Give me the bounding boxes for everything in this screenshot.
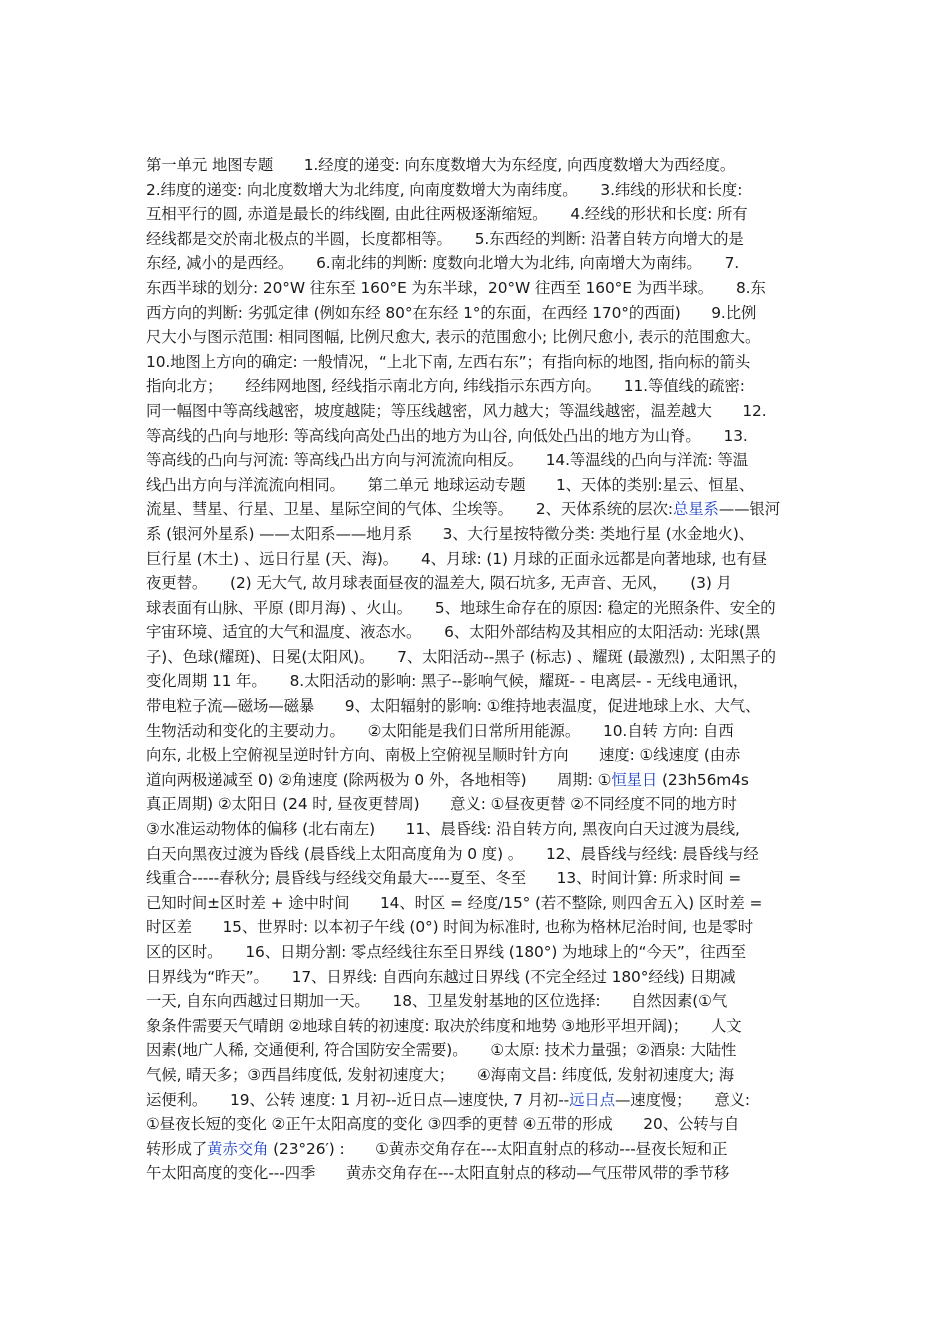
text-line: 生物活动和变化的主要动力。 ②太阳能是我们日常所用能源。 10.自转 方向: 自西	[146, 721, 734, 740]
text-line: 象条件需要天气晴朗 ②地球自转的初速度: 取决於纬度和地势 ③地形平坦开阔)； 人文	[146, 1016, 742, 1035]
text-line: 巨行星 (木土) 、远日行星 (天、海)。 4、月球: (1) 月球的正面永远都是向著地球, 也有昼	[146, 549, 767, 568]
text-line: 宇宙环境、适宜的大气和温度、液态水。 6、太阳外部结构及其相应的太阳活动: 光球(黑	[146, 623, 761, 642]
text-line: 2.纬度的递变: 向北度数增大为北纬度, 向南度数增大为南纬度。 3.纬线的形状和长度:	[146, 180, 743, 199]
text-line: 日界线为“昨天”。 17、日界线: 自西向东越过日界线 (不完全经过 180°经线) 日期减	[146, 967, 736, 986]
term-link[interactable]: 黄赤交角	[207, 1139, 269, 1158]
text-line: ③水准运动物体的偏移 (北右南左) 11、晨昏线: 沿自转方向, 黑夜向白天过渡为晨线,	[146, 820, 740, 839]
text-line: 东西半球的划分: 20°W 往东至 160°E 为东半球，20°W 往西至 160°E 为西半球。 8.东	[146, 278, 766, 297]
text-line: 尺大小与图示范围: 相同图幅, 比例尺愈大, 表示的范围愈小; 比例尺愈小, 表示的范围愈大。	[146, 328, 761, 347]
text-line: 西方向的判断: 劣弧定律 (例如东经 80°在东经 1°的东面，在西经 170°的西面) 9.比例	[146, 303, 757, 322]
text-segment: 运便利。 19、公转 速度: 1 月初--近日点—速度快, 7 月初--	[146, 1090, 570, 1109]
text-line: 等高线的凸向与地形: 等高线向高处凸出的地方为山谷, 向低处凸出的地方为山脊。 13.	[146, 426, 748, 445]
text-line: 东经, 减小的是西经。 6.南北纬的判断: 度数向北增大为北纬, 向南增大为南纬。 7.	[146, 254, 740, 273]
text-line: 经线都是交於南北极点的半圆，长度都相等。 5.东西经的判断: 沿著自转方向增大的是	[146, 229, 744, 248]
text-line	[146, 1088, 814, 1113]
text-line: 夜更替。 (2) 无大气, 故月球表面昼夜的温差大, 陨石坑多, 无声音、无风， (3) 月	[146, 574, 732, 593]
text-line: 指向北方； 经纬网地图, 经线指示南北方向, 纬线指示东西方向。 11.等值线的疏密:	[146, 377, 745, 396]
text-line	[146, 768, 814, 793]
text-line: 10.地图上方向的确定: 一般情况，“上北下南, 左西右东”；有指向标的地图, 指向标的箭头	[146, 352, 751, 371]
text-line: 白天向黑夜过渡为昏线 (晨昏线上太阳高度角为 0 度) 。 12、晨昏线与经线: 晨昏线与经	[146, 844, 759, 863]
text-line: 真正周期) ②太阳日 (24 时, 昼夜更替周) 意义: ①昼夜更替 ②不同经度不同的地方时	[146, 795, 737, 814]
text-segment: 道向两极递减至 0) ②角速度 (除两极为 0 外，各地相等) 周期: ①	[146, 770, 612, 789]
text-line: 午太阳高度的变化---四季 黄赤交角存在---太阳直射点的移动—气压带风带的季节移	[146, 1164, 730, 1183]
text-line: 变化周期 11 年。 8.太阳活动的影响: 黑子--影响气候，耀斑- - 电离层- - 无线电通讯，	[146, 672, 749, 691]
text-line: 线重合-----春秋分; 晨昏线与经线交角最大----夏至、冬至 13、时间计算: 所求时间 =	[146, 869, 742, 888]
text-line: 带电粒子流—磁场—磁暴 9、太阳辐射的影响: ①维持地表温度，促进地球上水、大气、	[146, 697, 761, 716]
text-line: ①昼夜长短的变化 ②正午太阳高度的变化 ③四季的更替 ④五带的形成 20、公转与自	[146, 1115, 740, 1134]
text-line: 气候, 晴天多；③西昌纬度低, 发射初速度大； ④海南文昌: 纬度低, 发射初速度大; 海	[146, 1065, 735, 1084]
text-line	[146, 1137, 814, 1162]
text-segment: (23°26′) : ①黄赤交角存在---太阳直射点的移动---昼夜长短和正	[268, 1139, 728, 1158]
text-line: 同一幅图中等高线越密，坡度越陡；等压线越密，风力越大；等温线越密，温差越大 12.	[146, 401, 767, 420]
term-link[interactable]: 远日点	[569, 1090, 615, 1109]
text-line: 时区差 15、世界时: 以本初子午线 (0°) 时间为标准时, 也称为格林尼治时间, 也是零时	[146, 918, 753, 937]
text-line: 向东, 北极上空俯视呈逆时针方向、南极上空俯视呈顺时针方向 速度: ①线速度 (由赤	[146, 746, 741, 765]
text-line: 已知时间±区时差 + 途中时间 14、时区 = 经度/15° (若不整除, 则四舍五入) 区时差 =	[146, 893, 763, 912]
text-line: 系 (银河外星系) ——太阳系——地月系 3、大行星按特徵分类: 类地行星 (水金地火)、	[146, 524, 755, 543]
text-line: 球表面有山脉、平原 (即月海) 、火山。 5、地球生命存在的原因: 稳定的光照条件、安全的	[146, 598, 776, 617]
term-link[interactable]: 总星系	[672, 500, 719, 519]
text-line: 区的区时。 16、日期分割: 零点经线往东至日界线 (180°) 为地球上的“今天”，往西至	[146, 943, 746, 961]
text-line: 因素(地广人稀, 交通便利, 符合国防安全需要)。 ①太原: 技术力量强；②酒泉: 大陆性	[146, 1041, 737, 1060]
term-link[interactable]: 恒星日	[611, 770, 658, 789]
text-line: 互相平行的圆, 赤道是最长的纬线圈, 由此往两极逐渐缩短。 4.经线的形状和长度: 所有	[146, 205, 748, 224]
text-line: 等高线的凸向与河流: 等高线凸出方向与河流流向相反。 14.等温线的凸向与洋流: 等温	[146, 451, 748, 470]
text-line: 一天, 自东向西越过日期加一天。 18、卫星发射基地的区位选择: 自然因素(①气	[146, 992, 728, 1011]
text-line: 线凸出方向与洋流流向相同。 第二单元 地球运动专题 1、天体的类别:星云、恒星、	[146, 475, 755, 494]
text-line	[146, 497, 814, 522]
text-line: 子)、色球(耀斑)、日冕(太阳风)。 7、太阳活动--黑子 (标志) 、耀斑 (最激烈) , 太阳黑子的	[146, 647, 776, 666]
text-segment: 转形成了	[146, 1139, 208, 1158]
text-segment: —速度慢； 意义:	[615, 1090, 751, 1109]
text-line: 第一单元 地图专题 1.经度的递变: 向东度数增大为东经度, 向西度数增大为西经度。	[146, 156, 736, 174]
text-segment: 流星、彗星、行星、卫星、星际空间的气体、尘埃等。 2、天体系统的层次:	[146, 500, 673, 519]
text-segment: (23h56m4s	[657, 770, 749, 789]
document-body	[146, 153, 814, 1186]
text-segment: ——银河	[718, 500, 781, 519]
